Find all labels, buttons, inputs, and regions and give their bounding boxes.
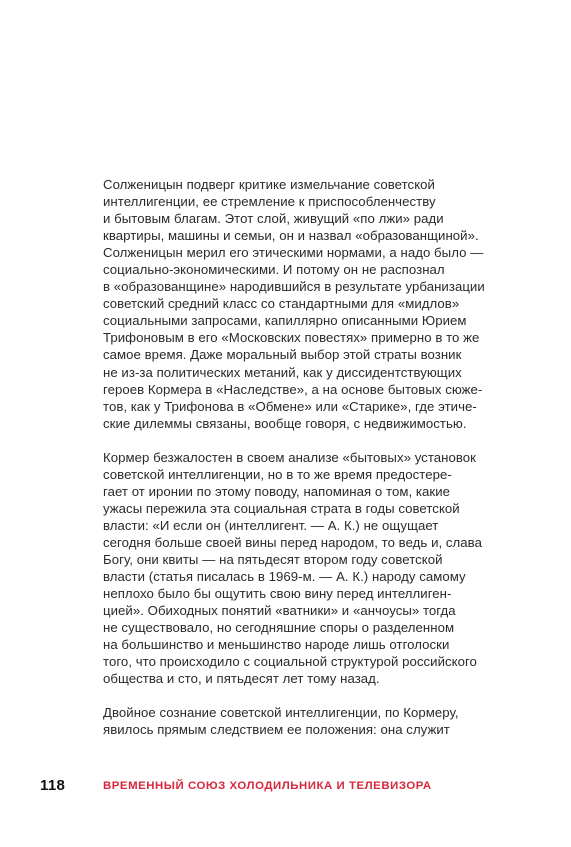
- text-line: социальными запросами, капиллярно описанными Юрием: [103, 313, 467, 329]
- text-line: явилось прямым следствием ее положения: она служит: [103, 722, 450, 738]
- text-line: квартиры, машины и семьи, он и назвал «образованщиной».: [103, 228, 479, 244]
- text-line: интеллигенции, ее стремление к приспособленчеству: [103, 194, 436, 210]
- page-number: 118: [40, 777, 66, 794]
- text-line: в «образованщине» народившийся в результате урбанизации: [103, 279, 485, 295]
- text-line: героев Кормера в «Наследстве», а на основе бытовых сюже-: [103, 381, 483, 397]
- text-line: и бытовым благам. Этот слой, живущий «по лжи» ради: [103, 211, 444, 227]
- text-line: цией». Обиходных понятий «ватники» и «анчоусы» тогда: [103, 603, 456, 619]
- text-line: того, что происходило с социальной структурой российского: [103, 654, 477, 670]
- text-line: сегодня больше своей вины перед народом, то ведь и, слава: [103, 534, 482, 550]
- paragraph: [103, 449, 493, 688]
- text-line: Трифоновым в его «Московских повестях» примерно в то же: [103, 330, 480, 346]
- text-line: гает от иронии по этому поводу, напоминая о том, какие: [103, 483, 450, 499]
- paragraph: [103, 704, 493, 738]
- text-line: тов, как у Трифонова в «Обмене» или «Старике», где этиче-: [103, 398, 477, 414]
- text-line: не существовало, но сегодняшние споры о разделенном: [103, 620, 455, 636]
- text-line: на большинство и меньшинство народе лишь отголоски: [103, 637, 450, 653]
- text-line: ские дилеммы связаны, вообще говоря, с недвижимостью.: [103, 415, 467, 431]
- text-line: Кормер безжалостен в своем анализе «бытовых» установок: [103, 449, 476, 465]
- text-line: не из-за политических метаний, как у диссидентствующих: [103, 364, 462, 380]
- text-line: самое время. Даже моральный выбор этой страты возник: [103, 347, 462, 363]
- text-line: власти: «И если он (интеллигент. — А. К.) не ощущает: [103, 517, 439, 533]
- text-line: социально-экономическими. И потому он не распознал: [103, 262, 445, 278]
- text-line: Двойное сознание советской интеллигенции, по Кормеру,: [103, 705, 459, 721]
- text-line: общества и сто, и пятьдесят лет тому назад.: [103, 671, 380, 687]
- text-line: советский средний класс со стандартными для «мидлов»: [103, 296, 460, 312]
- text-line: ужасы пережила эта социальная страта в годы советской: [103, 500, 460, 516]
- text-line: советской интеллигенции, но в то же время предостере-: [103, 466, 452, 482]
- text-line: власти (статья писалась в 1969-м. — А. К.) народу самому: [103, 569, 466, 585]
- text-line: Солженицын подверг критике измельчание советской: [103, 177, 435, 192]
- text-line: Богу, они квиты — на пятьдесят втором году советской: [103, 551, 443, 567]
- body-text: [103, 176, 493, 755]
- running-title: ВРЕМЕННЫЙ СОЮЗ ХОЛОДИЛЬНИКА И ТЕЛЕВИЗОРА: [103, 780, 432, 792]
- page-footer: [40, 777, 540, 799]
- text-line: неплохо было бы ощутить свою вину перед интеллиген-: [103, 586, 452, 602]
- text-line: Солженицын мерил его этическими нормами, а надо было —: [103, 245, 484, 261]
- paragraph: [103, 176, 493, 432]
